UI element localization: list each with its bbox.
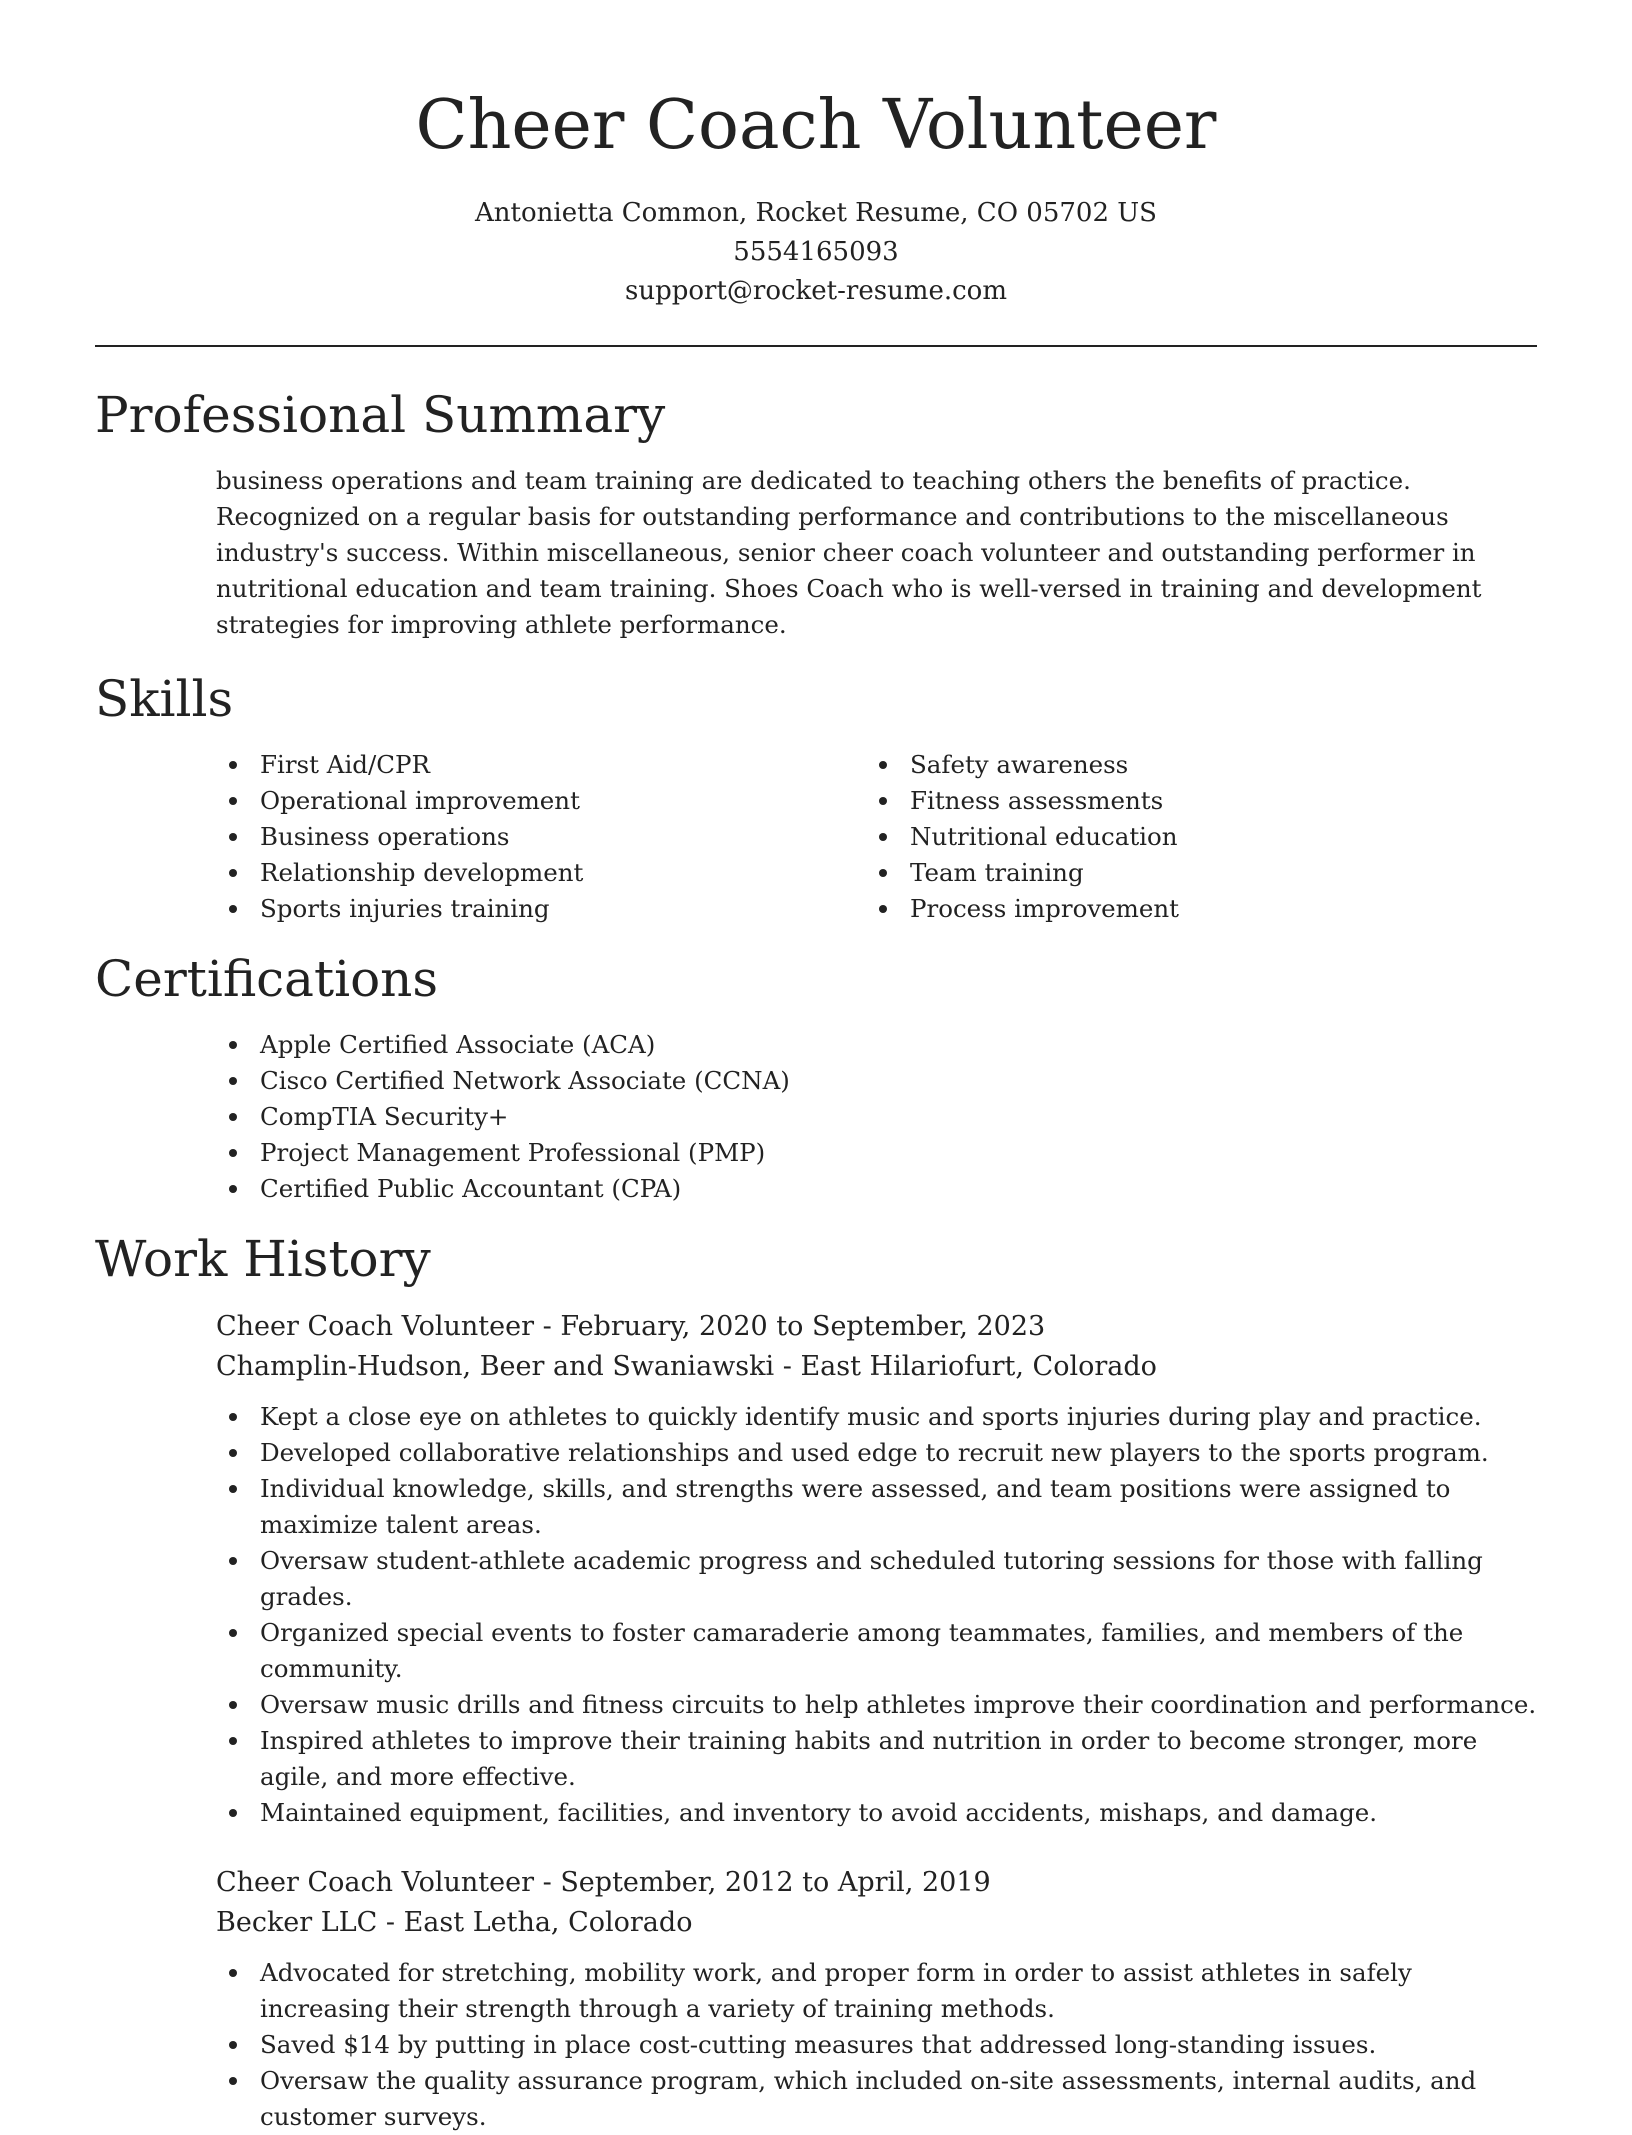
section-title-work-history: Work History — [95, 1230, 431, 1288]
job-bullets — [216, 1399, 1537, 1831]
skills-column-left — [216, 747, 866, 927]
job-bullet: Inspired athletes to improve their training habits and nutrition in order to become stronger, more agile, and more effective. — [216, 1723, 1537, 1795]
skill-item: First Aid/CPR — [216, 747, 866, 783]
work-history-section — [95, 1229, 1537, 2135]
job-bullet: Maintained equipment, facilities, and inventory to avoid accidents, mishaps, and damage. — [216, 1795, 1537, 1831]
certification-item: Project Management Professional (PMP) — [216, 1135, 1537, 1171]
section-title-summary: Professional Summary — [95, 386, 666, 444]
job-company-line — [216, 1903, 1537, 1943]
separator: - — [377, 1907, 404, 1938]
certifications-section — [95, 949, 1537, 1207]
job-bullet: Saved $14 by putting in place cost-cutting measures that addressed long-standing issues. — [216, 2027, 1537, 2063]
skills-section — [95, 669, 1537, 927]
contact-email: support@rocket-resume.com — [624, 276, 1007, 306]
job-dates: February, 2020 to September, 2023 — [560, 1311, 1046, 1342]
separator: - — [774, 1351, 801, 1382]
job-location: East Hilariofurt, Colorado — [800, 1351, 1157, 1382]
job-title-line — [216, 1863, 1537, 1903]
certification-item: Certified Public Accountant (CPA) — [216, 1171, 1537, 1207]
skill-item: Team training — [866, 855, 1516, 891]
job-bullet: Oversaw student-athlete academic progress and scheduled tutoring sessions for those with falling grades. — [216, 1543, 1537, 1615]
job-company: Becker LLC — [216, 1907, 378, 1938]
skill-item: Process improvement — [866, 891, 1516, 927]
section-title-skills: Skills — [95, 670, 234, 728]
skill-item: Fitness assessments — [866, 783, 1516, 819]
contact-info — [95, 194, 1537, 311]
skill-item: Operational improvement — [216, 783, 866, 819]
certification-item: Cisco Certified Network Associate (CCNA) — [216, 1063, 1537, 1099]
job-bullet: Developed collaborative relationships and used edge to recruit new players to the sports program. — [216, 1435, 1537, 1471]
summary-text: business operations and team training are dedicated to teaching others the benefits of practice. Recognized on a regular basis for outstanding performance and contributions to the miscellaneous industry's success. Within miscellaneous, senior cheer coach volunteer and outstanding performer in nutritional education and team training. Shoes Coach who is well-versed in training and development strategies for improving athlete performance. — [216, 466, 1482, 639]
section-title-certifications: Certifications — [95, 950, 439, 1008]
resume-page — [95, 0, 1537, 2135]
skills-column-right — [866, 747, 1516, 927]
summary-section — [95, 385, 1537, 643]
resume-header — [95, 0, 1537, 311]
job-bullet: Oversaw music drills and fitness circuits to help athletes improve their coordination and performance. — [216, 1687, 1537, 1723]
skill-item: Business operations — [216, 819, 866, 855]
job-entry — [216, 1307, 1537, 1831]
page-title: Cheer Coach Volunteer — [415, 86, 1217, 165]
job-bullet: Advocated for stretching, mobility work, and proper form in order to assist athletes in safely increasing their strength through a variety of training methods. — [216, 1955, 1537, 2027]
separator: - — [534, 1867, 561, 1898]
job-entry — [216, 1863, 1537, 2135]
job-company: Champlin-Hudson, Beer and Swaniawski — [216, 1351, 775, 1382]
skill-item: Nutritional education — [866, 819, 1516, 855]
certification-item: CompTIA Security+ — [216, 1099, 1537, 1135]
header-divider — [95, 345, 1537, 347]
job-bullet: Oversaw the quality assurance program, which included on-site assessments, internal audits, and customer surveys. — [216, 2063, 1537, 2135]
job-bullet: Organized special events to foster camaraderie among teammates, families, and members of the community. — [216, 1615, 1537, 1687]
job-company-line — [216, 1347, 1537, 1387]
job-title: Cheer Coach Volunteer — [216, 1867, 535, 1898]
certification-item: Apple Certified Associate (ACA) — [216, 1027, 1537, 1063]
job-bullets — [216, 1955, 1537, 2135]
separator: - — [534, 1311, 561, 1342]
job-title: Cheer Coach Volunteer — [216, 1311, 535, 1342]
contact-address: Antonietta Common, Rocket Resume, CO 05702 US — [475, 198, 1157, 228]
contact-phone: 5554165093 — [733, 237, 899, 267]
skill-item: Relationship development — [216, 855, 866, 891]
skill-item: Safety awareness — [866, 747, 1516, 783]
job-bullet: Individual knowledge, skills, and strengths were assessed, and team positions were assigned to maximize talent areas. — [216, 1471, 1537, 1543]
certifications-list — [216, 1027, 1537, 1207]
skills-grid — [216, 747, 1537, 927]
job-location: East Letha, Colorado — [403, 1907, 693, 1938]
job-dates: September, 2012 to April, 2019 — [560, 1867, 991, 1898]
job-title-line — [216, 1307, 1537, 1347]
job-bullet: Kept a close eye on athletes to quickly identify music and sports injuries during play and practice. — [216, 1399, 1537, 1435]
skill-item: Sports injuries training — [216, 891, 866, 927]
